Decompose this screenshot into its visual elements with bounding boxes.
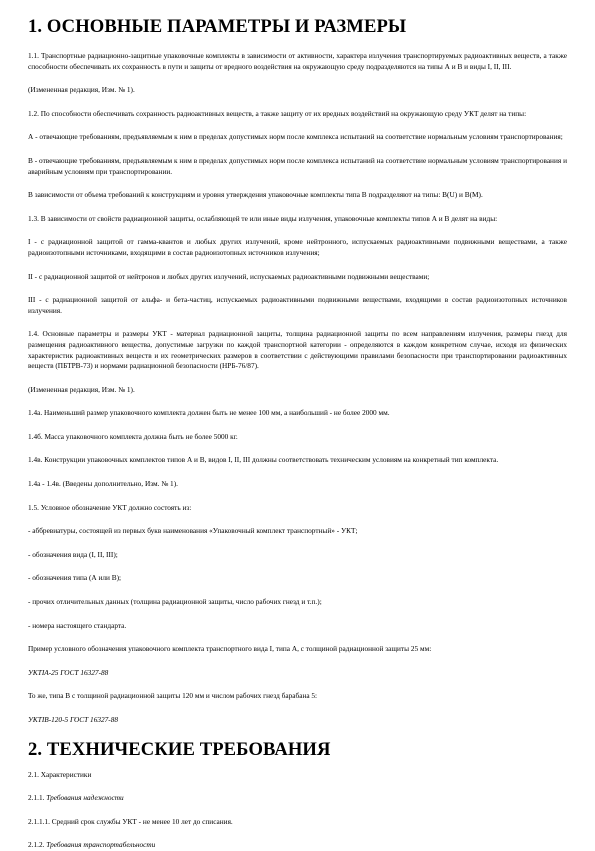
paragraph: 2.1. Характеристики (28, 769, 92, 779)
paragraph: 1.1. Транспортные радиационно-защитные упаковочные комплекты в зависимости от активности, характера излучения транспортируемых радиоактивных веществ, а также способности обеспечивать их сохранность в пути и защиты от вредного воздействия на окружающую среду подразделяются на типы А и В и виды I, II, III. (28, 51, 567, 71)
paragraph: В зависимости от объема требований к конструкциям и уровня утверждения упаковочные комплекты типа В подразделяют на типы: В(U) и В(M). (28, 190, 483, 200)
paragraph: Пример условного обозначения упаковочного комплекта транспортного вида I, типа А, с толщиной радиационной защиты 25 мм: (28, 644, 432, 654)
paragraph: 1.4в. Конструкции упаковочных комплектов типов А и В, видов I, II, III должны соответствовать техническим условиям на конкретный тип комплекта. (28, 455, 499, 465)
paragraph: (Измененная редакция, Изм. № 1). (28, 85, 135, 95)
clause-number: 2.1.2. (28, 840, 47, 850)
paragraph: 2.1.1.1. Средний срок службы УКТ - не менее 10 лет до списания. (28, 816, 233, 826)
designation-example: УКТIВ-120-5 ГОСТ 16327-88 (28, 715, 119, 724)
paragraph: (Измененная редакция, Изм. № 1). (28, 384, 135, 394)
section-2-body (28, 770, 567, 851)
paragraph (28, 793, 567, 804)
paragraph: 1.5. Условное обозначение УКТ должно состоять из: (28, 502, 192, 512)
paragraph: 1.4а. Наименьший размер упаковочного комплекта должен быть не менее 100 мм, а наибольший - не более 2000 мм. (28, 408, 390, 418)
paragraph: 1.4а - 1.4в. (Введены дополнительно, Изм. № 1). (28, 479, 178, 489)
paragraph: В - отвечающие требованиям, предъявляемым к ним в пределах допустимых норм после комплекса испытаний на соответствие нормальным условиям транспортирования и аварийным условиям при транспортировании. (28, 155, 567, 176)
list-item: - обозначения вида (I, II, III); (28, 549, 118, 559)
paragraph: А - отвечающие требованиям, предъявляемым к ним в пределах допустимых норм после комплекса испытаний на соответствие нормальным условиям транспортирования; (28, 132, 563, 142)
paragraph: III - с радиационной защитой от альфа- и бета-частиц, испускаемых радиоактивными подвижными веществами, входящими в состав радиоизотопных источников излучения. (28, 295, 567, 315)
paragraph: II - с радиационной защитой от нейтронов и любых других излучений, испускаемых радиоактивными подвижными веществами; (28, 271, 430, 281)
paragraph: 1.4. Основные параметры и размеры УКТ - материал радиационной защиты, толщина радиационной защиты по всем направлениям излучения, размеры гнезд для размещения радиоактивного вещества, допустимые загрузки по каждой транспортной категории - определяются в каждом конкретном случае, исходя из физических характеристик радиоактивных веществ и их геометрических размеров в соответствии с действующими правилами безопасности при транспортировании радиоактивных веществ (ПБТРВ-73) и нормами радиационной безопасности (НРБ-76/87). (28, 329, 567, 371)
paragraph: То же, типа В с толщиной радиационной защиты 120 мм и числом рабочих гнезд барабана 5: (28, 691, 318, 701)
list-item: - аббревиатуры, состоящей из первых букв наименования «Упаковочный комплект транспортный» - УКТ; (28, 526, 358, 536)
clause-number: 2.1.1. (28, 793, 47, 803)
list-item: - номера настоящего стандарта. (28, 620, 127, 630)
paragraph: 1.3. В зависимости от свойств радиационной защиты, ослабляющей те или иные виды излучения, упаковочные комплекты типов А и В делят на виды: (28, 213, 498, 223)
section-1-heading: 1. ОСНОВНЫЕ ПАРАМЕТРЫ И РАЗМЕРЫ (28, 16, 407, 37)
list-item: - обозначения типа (А или В); (28, 573, 122, 583)
list-item: - прочих отличительных данных (толщина радиационной защиты, число рабочих гнезд и т.п.); (28, 597, 322, 607)
section-1-body (28, 51, 567, 726)
section-2-heading: 2. ТЕХНИЧЕСКИЕ ТРЕБОВАНИЯ (28, 738, 331, 760)
designation-example: УКТIA-25 ГОСТ 16327-88 (28, 667, 109, 677)
paragraph: 1.2. По способности обеспечивать сохранность радиоактивных веществ, а также защиту от их вредных воздействий на окружающую среду УКТ делят на типы: (28, 108, 527, 118)
clause-title: Требования надежности (46, 793, 124, 803)
paragraph: 1.4б. Масса упаковочного комплекта должна быть не более 5000 кг. (28, 431, 238, 441)
paragraph: I - с радиационной защитой от гамма-квантов и любых других излучений, кроме нейтронного, испускаемых радиоактивными подвижными веществами, а также радиоизотопными источниками, входящими в состав радиоизотопных источников излучения; (28, 237, 567, 257)
clause-title: Требования транспортабельности (46, 840, 156, 850)
